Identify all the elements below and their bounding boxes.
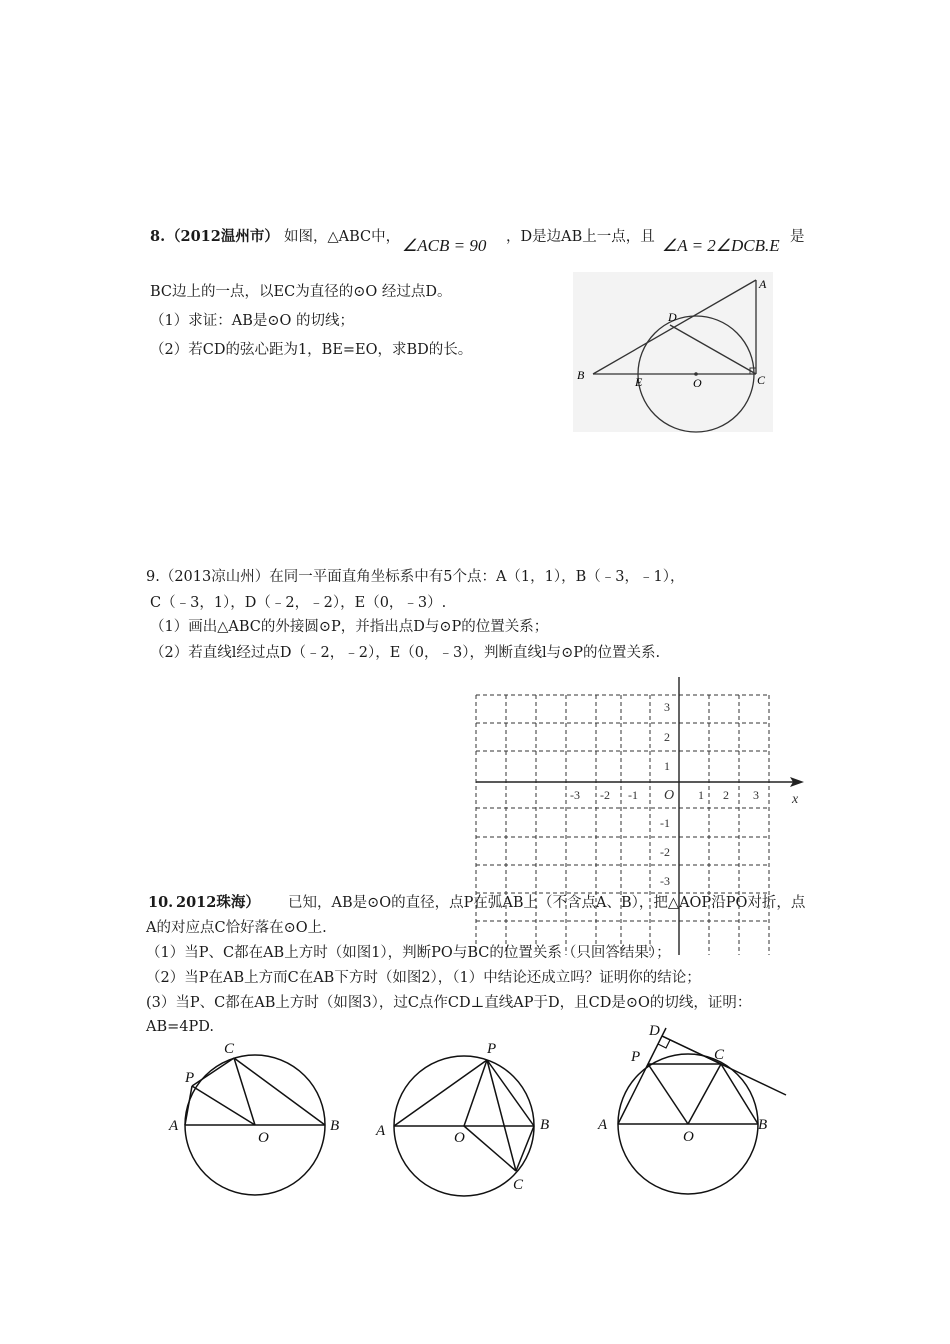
- q8-part-2: （2）若CD的弦心距为1，BE=EO，求BD的长。: [150, 342, 473, 358]
- q9-part-1: （1）画出△ABC的外接圆⊙P，并指出点D与⊙P的位置关系；: [150, 619, 549, 635]
- fig3-tangent-line: [662, 1036, 786, 1095]
- q9-x-axis-label: x: [792, 792, 799, 807]
- q9-y-label-neg1: -1: [660, 816, 670, 830]
- q8-math-angle-a: ∠A = 2∠DCB.E: [662, 236, 780, 255]
- q9-y-label-1: 1: [664, 759, 670, 773]
- q10-part-1: （1）当P、C都在AB上方时（如图1），判断PO与BC的位置关系（只回答结果）；: [146, 945, 671, 961]
- q8-text-1: 如图，△ABC中，: [284, 229, 401, 245]
- fig1-label-b: B: [330, 1118, 340, 1134]
- q9-line-1: 9.（2013凉山州）在同一平面直角坐标系中有5个点：A（1，1），B（﹣3，﹣1），: [146, 569, 685, 585]
- fig3-label-o: O: [683, 1129, 694, 1145]
- q9-part-2: （2）若直线l经过点D（﹣2，﹣2），E（0，﹣3），判断直线l与⊙P的位置关系.: [150, 645, 661, 661]
- q10-figure-3: [590, 1015, 810, 1215]
- q8-number: 8.: [150, 228, 166, 245]
- fig1-label-p: P: [185, 1070, 195, 1086]
- fig1-segment-pc: [192, 1058, 234, 1086]
- q10-figure-2: [370, 1035, 560, 1215]
- q8-label-c: C: [757, 373, 766, 387]
- q9-y-label-3: 3: [664, 700, 670, 714]
- q8-math-angle-acb: ∠ACB = 90: [402, 236, 487, 255]
- q9-x-label-neg1: -1: [628, 788, 638, 802]
- fig1-label-a: A: [169, 1118, 179, 1134]
- fig3-label-d: D: [649, 1023, 660, 1039]
- q9-x-label-neg3: -3: [570, 788, 580, 802]
- q9-origin-label: O: [664, 788, 675, 803]
- fig3-segment-co: [688, 1064, 721, 1124]
- q10-part-3: (3）当P、C都在AB上方时（如图3），过C点作CD⊥直线AP于D，且CD是⊙O的切线，证明：: [146, 995, 752, 1011]
- fig3-label-p: P: [631, 1049, 641, 1065]
- fig2-segment-oc: [464, 1126, 516, 1171]
- q10-part-4: AB=4PD.: [146, 1019, 214, 1035]
- q9-x-label-3: 3: [753, 788, 759, 802]
- q8-line-2: BC边上的一点，以EC为直径的⊙O 经过点D。: [150, 284, 452, 300]
- fig2-label-o: O: [454, 1130, 465, 1146]
- fig2-segment-po: [464, 1060, 487, 1126]
- q8-label-a: A: [759, 277, 767, 291]
- q8-figure: [573, 272, 773, 432]
- fig2-segment-pc: [487, 1060, 516, 1171]
- q9-line-2: C（﹣3，1），D（﹣2，﹣2），E（0，﹣3）.: [150, 595, 447, 611]
- q10-part-2: （2）当P在AB上方而C在AB下方时（如图2），（1）中结论还成立吗？证明你的结论；: [146, 970, 701, 986]
- q9-x-label-1: 1: [698, 788, 704, 802]
- q8-label-d: D: [668, 310, 677, 324]
- q10-figure-1: [165, 1035, 355, 1215]
- q9-grid-lines: [476, 695, 770, 955]
- q9-y-label-2: 2: [664, 730, 670, 744]
- q10-text-1: 已知，AB是⊙O的直径，点P在弧AB上（不含点A、B），把△AOP沿PO对折，点: [288, 895, 806, 911]
- fig1-segment-cb: [234, 1058, 325, 1125]
- q8-label-o: O: [693, 376, 702, 390]
- q10-line-2: A的对应点C恰好落在⊙O上.: [146, 920, 327, 936]
- fig2-label-a: A: [376, 1123, 386, 1139]
- q9-y-label-neg2: -2: [660, 845, 670, 859]
- q9-x-label-2: 2: [723, 788, 729, 802]
- fig2-label-p: P: [487, 1041, 497, 1057]
- q8-label-b: B: [577, 368, 585, 382]
- fig3-segment-po: [648, 1064, 688, 1124]
- q8-label-e: E: [635, 375, 643, 389]
- q9-y-label-neg3: -3: [660, 874, 670, 888]
- fig2-label-c: C: [513, 1177, 524, 1193]
- q8-text-2: ，D是边AB上一点，且: [506, 229, 655, 245]
- fig3-line-ap-extended: [618, 1028, 666, 1124]
- q10-source: 2012珠海）: [176, 894, 260, 911]
- fig2-segment-ap: [394, 1060, 487, 1126]
- fig2-segment-bc: [516, 1126, 534, 1171]
- q8-source: （2012温州市）: [166, 228, 279, 245]
- q8-text-3: 是: [790, 229, 805, 245]
- fig1-label-c: C: [224, 1041, 235, 1057]
- fig1-segment-co: [234, 1058, 255, 1125]
- q9-x-label-neg2: -2: [600, 788, 610, 802]
- q10-number: 10.: [148, 894, 174, 911]
- fig3-label-b: B: [758, 1117, 768, 1133]
- fig3-label-c: C: [714, 1047, 725, 1063]
- q8-part-1: （1）求证：AB是⊙O 的切线；: [150, 313, 354, 329]
- fig1-segment-po: [192, 1086, 255, 1125]
- fig1-segment-ap: [185, 1086, 192, 1125]
- fig2-segment-pb: [487, 1060, 534, 1126]
- fig1-label-o: O: [258, 1130, 269, 1146]
- fig2-label-b: B: [540, 1117, 550, 1133]
- fig3-label-a: A: [598, 1117, 608, 1133]
- q9-coordinate-grid: [460, 675, 820, 960]
